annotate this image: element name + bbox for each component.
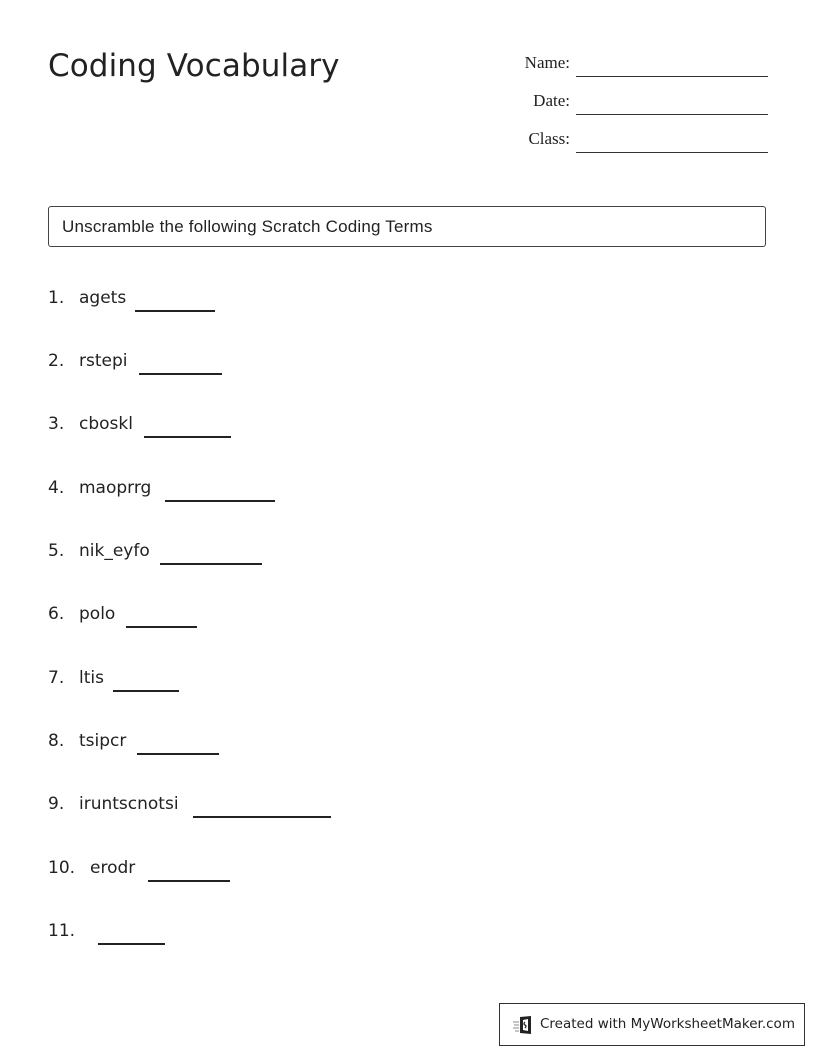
instructions-box — [48, 206, 766, 247]
scrambled-word: maoprrg — [79, 478, 152, 498]
item-number: 5. — [48, 541, 65, 561]
scrambled-word: agets — [79, 288, 127, 308]
scrambled-word: iruntscnotsi — [79, 794, 179, 814]
scrambled-word: nik_eyfo — [79, 541, 150, 561]
page-title: Coding Vocabulary — [48, 48, 340, 84]
answer-line[interactable] — [113, 690, 179, 692]
class-line[interactable] — [576, 152, 768, 153]
name-label: Name: — [524, 53, 570, 72]
item-number: 1. — [48, 288, 65, 308]
scrambled-word: polo — [79, 604, 116, 624]
answer-line[interactable] — [137, 753, 219, 755]
item-number: 8. — [48, 731, 65, 751]
answer-line[interactable] — [193, 816, 331, 818]
scrambled-word: ltis — [79, 668, 104, 688]
answer-line[interactable] — [144, 436, 231, 438]
scrambled-word: tsipcr — [79, 731, 127, 751]
scrambled-word: cboskl — [79, 414, 133, 434]
answer-line[interactable] — [160, 563, 262, 565]
class-label: Class: — [528, 129, 570, 148]
item-number: 11. — [48, 921, 76, 941]
item-number: 6. — [48, 604, 65, 624]
item-number: 10. — [48, 858, 76, 878]
instructions-text: Unscramble the following Scratch Coding Terms — [62, 217, 433, 236]
date-line[interactable] — [576, 114, 768, 115]
name-line[interactable] — [576, 76, 768, 77]
footer-badge[interactable] — [499, 1003, 805, 1046]
scrambled-word: rstepi — [79, 351, 128, 371]
answer-line[interactable] — [126, 626, 197, 628]
date-label: Date: — [533, 91, 570, 110]
item-number: 4. — [48, 478, 65, 498]
footer-text: Created with MyWorksheetMaker.com — [540, 1016, 795, 1032]
item-number: 3. — [48, 414, 65, 434]
answer-line[interactable] — [139, 373, 222, 375]
worksheet-logo-icon — [512, 1015, 534, 1035]
answer-line[interactable] — [148, 880, 230, 882]
item-number: 7. — [48, 668, 65, 688]
answer-line[interactable] — [165, 500, 275, 502]
scrambled-word: erodr — [90, 858, 136, 878]
answer-line[interactable] — [98, 943, 165, 945]
item-number: 9. — [48, 794, 65, 814]
answer-line[interactable] — [135, 310, 215, 312]
item-number: 2. — [48, 351, 65, 371]
